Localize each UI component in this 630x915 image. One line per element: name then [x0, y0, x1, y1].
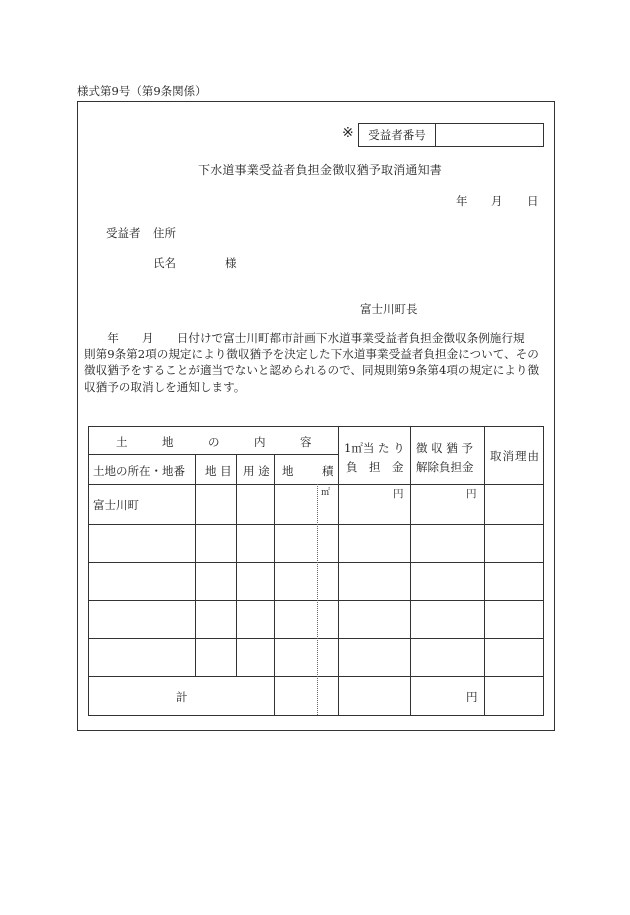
table-rule [195, 454, 196, 676]
table-border [88, 715, 544, 716]
table-border [88, 426, 544, 427]
table-rule [88, 638, 544, 639]
header-per-m2-line1: 1㎡当 た り [344, 441, 405, 455]
form-number-label: 様式第9号（第9条関係） [77, 84, 207, 98]
table-rule [274, 454, 275, 715]
name-field-label: 氏名 [153, 256, 176, 270]
table-rule [484, 426, 485, 716]
date-day: 日 [527, 194, 539, 208]
header-area-part2: 積 [322, 464, 334, 478]
table-rule [88, 454, 338, 455]
recipient-number-box [358, 123, 544, 147]
honorific: 様 [225, 256, 237, 270]
body-line: 徴収猶予をすることが適当でないと認められるので、同規則第9条第4項の規定により徴 [84, 363, 540, 378]
date-year: 年 [456, 194, 468, 208]
recipient-number-label: 受益者番号 [359, 124, 436, 146]
unit-yen: 円 [466, 488, 477, 500]
table-rule [88, 484, 544, 485]
table-rule [88, 600, 544, 601]
table-dotted-rule [317, 484, 318, 715]
body-line: 年 月 日付けで富士川町都市計画下水道事業受益者負担金徴収条例施行規 [84, 331, 525, 345]
table-rule [88, 562, 544, 563]
body-line: 収猶予の取消しを通知します。 [84, 379, 246, 394]
header-area-part1: 地 [282, 464, 294, 478]
issuer-name: 富士川町長 [360, 302, 418, 316]
table-border [543, 426, 544, 716]
document-title: 下水道事業受益者負担金徴収猶予取消通知書 [198, 163, 443, 177]
table-rule [88, 524, 544, 525]
header-per-m2-line2: 負 担 金 [346, 460, 404, 474]
address-field-label: 住所 [153, 226, 176, 240]
date-month: 月 [491, 194, 503, 208]
unit-yen: 円 [393, 488, 404, 500]
table-rule [236, 454, 237, 676]
header-deferral-line2: 解除負担金 [416, 460, 474, 474]
land-details-table [88, 426, 544, 716]
beneficiary-label: 受益者 [106, 226, 141, 240]
header-land-category: 地 目 [205, 464, 232, 478]
notice-body [84, 330, 550, 395]
header-land-contents: 土 地 の 内 容 [116, 435, 312, 449]
unit-square-meter: ㎡ [321, 488, 331, 498]
header-cancel-reason: 取消理由 [490, 449, 540, 463]
table-border [88, 426, 89, 716]
body-line: 則第9条第2項の規定により徴収猶予を決定した下水道事業受益者負担金について、その [84, 347, 539, 362]
table-rule [410, 426, 411, 716]
total-yen-unit: 円 [466, 690, 478, 704]
row1-location: 富士川町 [93, 498, 139, 512]
header-location: 土地の所在・地番 [93, 464, 185, 478]
header-deferral-line1: 徴 収 猶 予 [416, 441, 473, 455]
total-label: 計 [176, 690, 188, 704]
header-usage: 用 途 [243, 464, 270, 478]
table-rule [88, 676, 544, 677]
table-rule [338, 426, 339, 716]
reference-mark: ※ [342, 125, 354, 141]
